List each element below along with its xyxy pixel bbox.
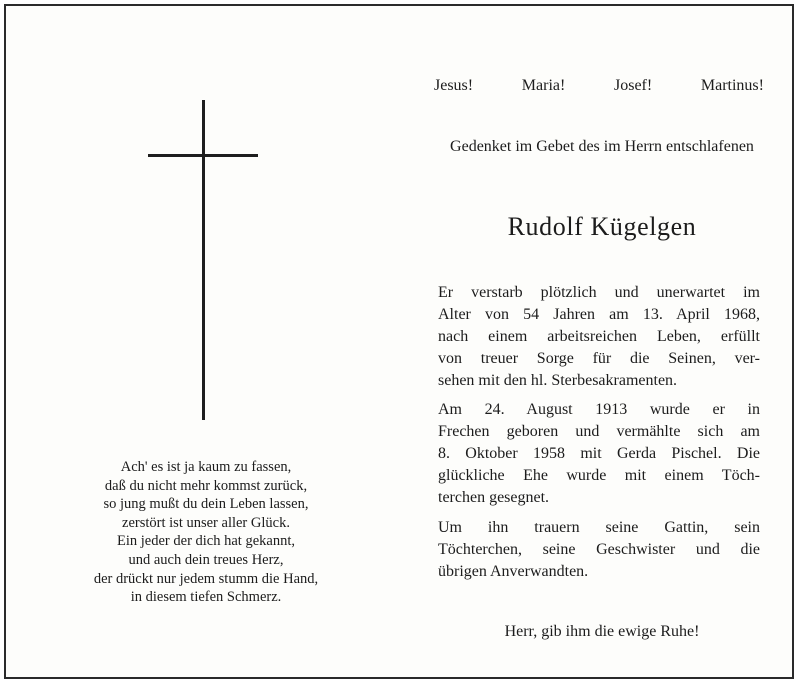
text-line: nach einem arbeitsreichen Leben, erfüllt — [438, 328, 760, 345]
text-line: Töchterchen, seine Geschwister und die — [438, 541, 760, 558]
poem-line: so jung mußt du dein Leben lassen, — [103, 496, 309, 513]
closing-prayer: Herr, gib ihm die ewige Ruhe! — [504, 623, 700, 640]
poem-line: der drückt nur jedem stumm die Hand, — [93, 570, 319, 587]
text-line: Frechen geboren und vermählte sich am — [438, 423, 760, 440]
intro-text: Gedenket im Gebet des im Herrn entschlafenen — [450, 138, 754, 155]
poem-line: in diesem tiefen Schmerz. — [130, 589, 282, 606]
invocation-martinus: Martinus! — [700, 77, 764, 94]
text-line: sehen mit den hl. Sterbesakramenten. — [438, 372, 678, 389]
memorial-poem — [46, 458, 366, 607]
text-line: Um ihn trauern seine Gattin, sein — [438, 519, 760, 536]
text-line: 8. Oktober 1958 mit Gerda Pischel. Die — [438, 445, 760, 462]
poem-line: Ein jeder der dich hat gekannt, — [117, 533, 295, 550]
poem-line: daß du nicht mehr kommst zurück, — [104, 477, 308, 494]
deceased-name: Rudolf Kügelgen — [507, 212, 697, 241]
poem-line: Ach' es ist ja kaum zu fassen, — [120, 459, 292, 475]
mourners-paragraph — [438, 517, 760, 583]
invocation-maria: Maria! — [521, 77, 566, 94]
text-line: glückliche Ehe wurde mit einem Töch- — [438, 467, 760, 484]
invocation-josef: Josef! — [613, 77, 653, 94]
cross-icon — [202, 100, 205, 420]
text-line: von treuer Sorge für die Seinen, ver- — [438, 350, 760, 367]
invocation-line — [434, 77, 764, 95]
biography-paragraph-2 — [438, 399, 760, 509]
text-line: terchen gesegnet. — [438, 489, 550, 506]
text-line: übrigen Anverwandten. — [438, 563, 589, 580]
text-line: Alter von 54 Jahren am 13. April 1968, — [438, 306, 760, 323]
biography-paragraph-1 — [438, 282, 760, 392]
cross-icon-crossbar — [148, 154, 258, 157]
text-line: Am 24. August 1913 wurde er in — [438, 401, 760, 418]
memorial-card — [4, 4, 794, 679]
invocation-jesus: Jesus! — [434, 77, 474, 94]
text-line: Er verstarb plötzlich und unerwartet im — [438, 284, 760, 301]
poem-line: zerstört ist unser aller Glück. — [122, 514, 290, 531]
poem-line: und auch dein treues Herz, — [128, 551, 284, 568]
